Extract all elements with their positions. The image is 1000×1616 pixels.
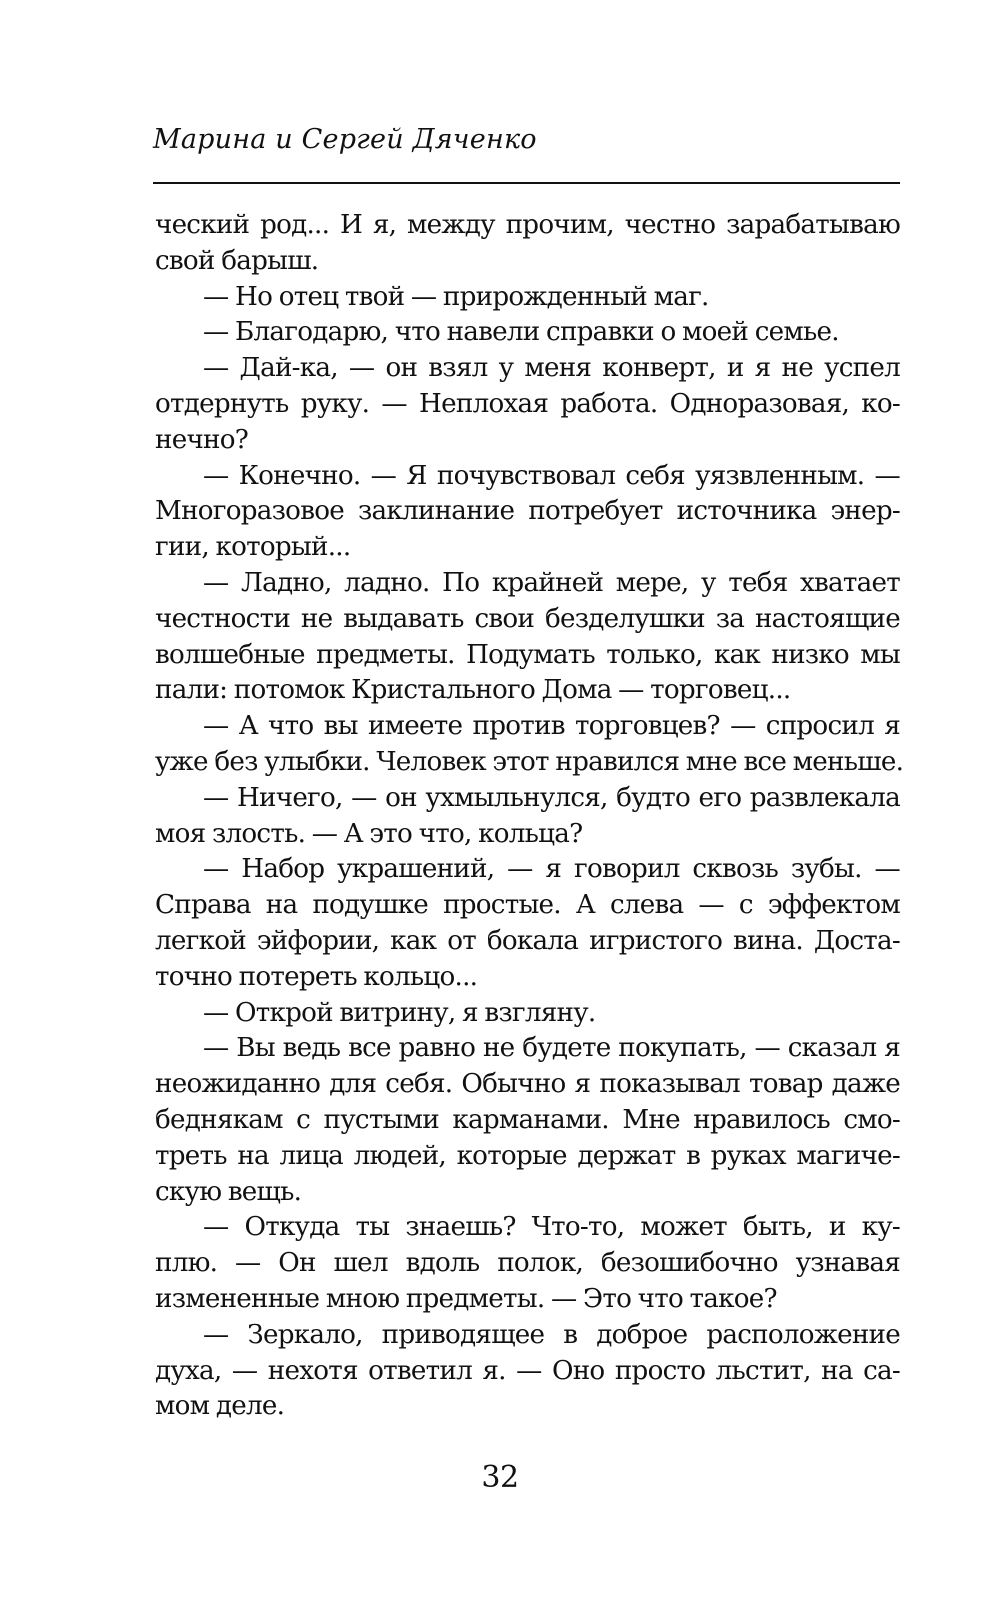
text-line: плю. — Он шел вдоль полок, безошибочно узнавая [155, 1248, 900, 1279]
text-line: нечно? [155, 424, 249, 455]
text-line: — Но отец твой — прирожденный маг. [203, 281, 709, 312]
text-line: легкой эйфории, как от бокала игристого вина. Доста- [155, 925, 900, 956]
text-line: отдернуть руку. — Неплохая работа. Одноразовая, ко- [155, 388, 900, 419]
text-line: духа, — нехотя ответил я. — Оно просто льстит, на са- [155, 1355, 900, 1386]
text-line: — Открой витрину, я взгляну. [203, 997, 596, 1028]
text-line: мом деле. [155, 1391, 285, 1422]
text-line: волшебные предметы. Подумать только, как низко мы [155, 639, 900, 670]
text-line: измененные мною предметы. — Это что такое? [155, 1283, 777, 1314]
text-line: — Конечно. — Я почувствовал себя уязвленным. — [203, 460, 900, 491]
running-head [153, 118, 900, 184]
text-line: неожиданно для себя. Обычно я показывал товар даже [155, 1069, 900, 1100]
text-line: свой барыш. [155, 245, 319, 276]
text-line: гии, который... [155, 532, 351, 563]
text-line: — Ничего, — он ухмыльнулся, будто его развлекала [203, 782, 900, 813]
text-line: — Набор украшений, — я говорил сквозь зубы. — [203, 854, 900, 885]
text-line: скую вещь. [155, 1176, 302, 1207]
text-line: точно потереть кольцо... [155, 961, 478, 992]
text-line: — Зеркало, приводящее в доброе расположение [203, 1319, 900, 1350]
text-line: Справа на подушке простые. А слева — с эффектом [155, 890, 900, 921]
text-line: — Ладно, ладно. По крайней мере, у тебя хватает [203, 567, 900, 598]
text-line: — А что вы имеете против торговцев? — спросил я [203, 711, 900, 742]
running-head-title: Марина и Сергей Дяченко [153, 124, 537, 155]
text-line: — Дай-ка, — он взял у меня конверт, и я не успел [203, 353, 900, 384]
text-line: уже без улыбки. Человек этот нравился мне все меньше. [155, 746, 904, 777]
text-line: пали: потомок Кристального Дома — торговец... [155, 675, 791, 706]
text-line: Многоразовое заклинание потребует источника энер- [155, 496, 900, 527]
text-line: моя злость. — А это что, кольца? [155, 818, 583, 849]
text-line: честности не выдавать свои безделушки за настоящие [155, 603, 900, 634]
text-line: беднякам с пустыми карманами. Мне нравилось смо- [155, 1104, 900, 1135]
text-line: — Откуда ты знаешь? Что-то, может быть, и ку- [203, 1212, 900, 1243]
page-number: 32 [481, 1460, 519, 1495]
text-body [155, 208, 904, 1425]
text-line: — Благодарю, что навели справки о моей семье. [203, 317, 839, 348]
text-line: — Вы ведь все равно не будете покупать, — сказал я [203, 1033, 900, 1064]
text-line: ческий род... И я, между прочим, честно зарабатываю [155, 210, 900, 240]
text-line: треть на лица людей, которые держат в руках магиче- [155, 1140, 900, 1171]
